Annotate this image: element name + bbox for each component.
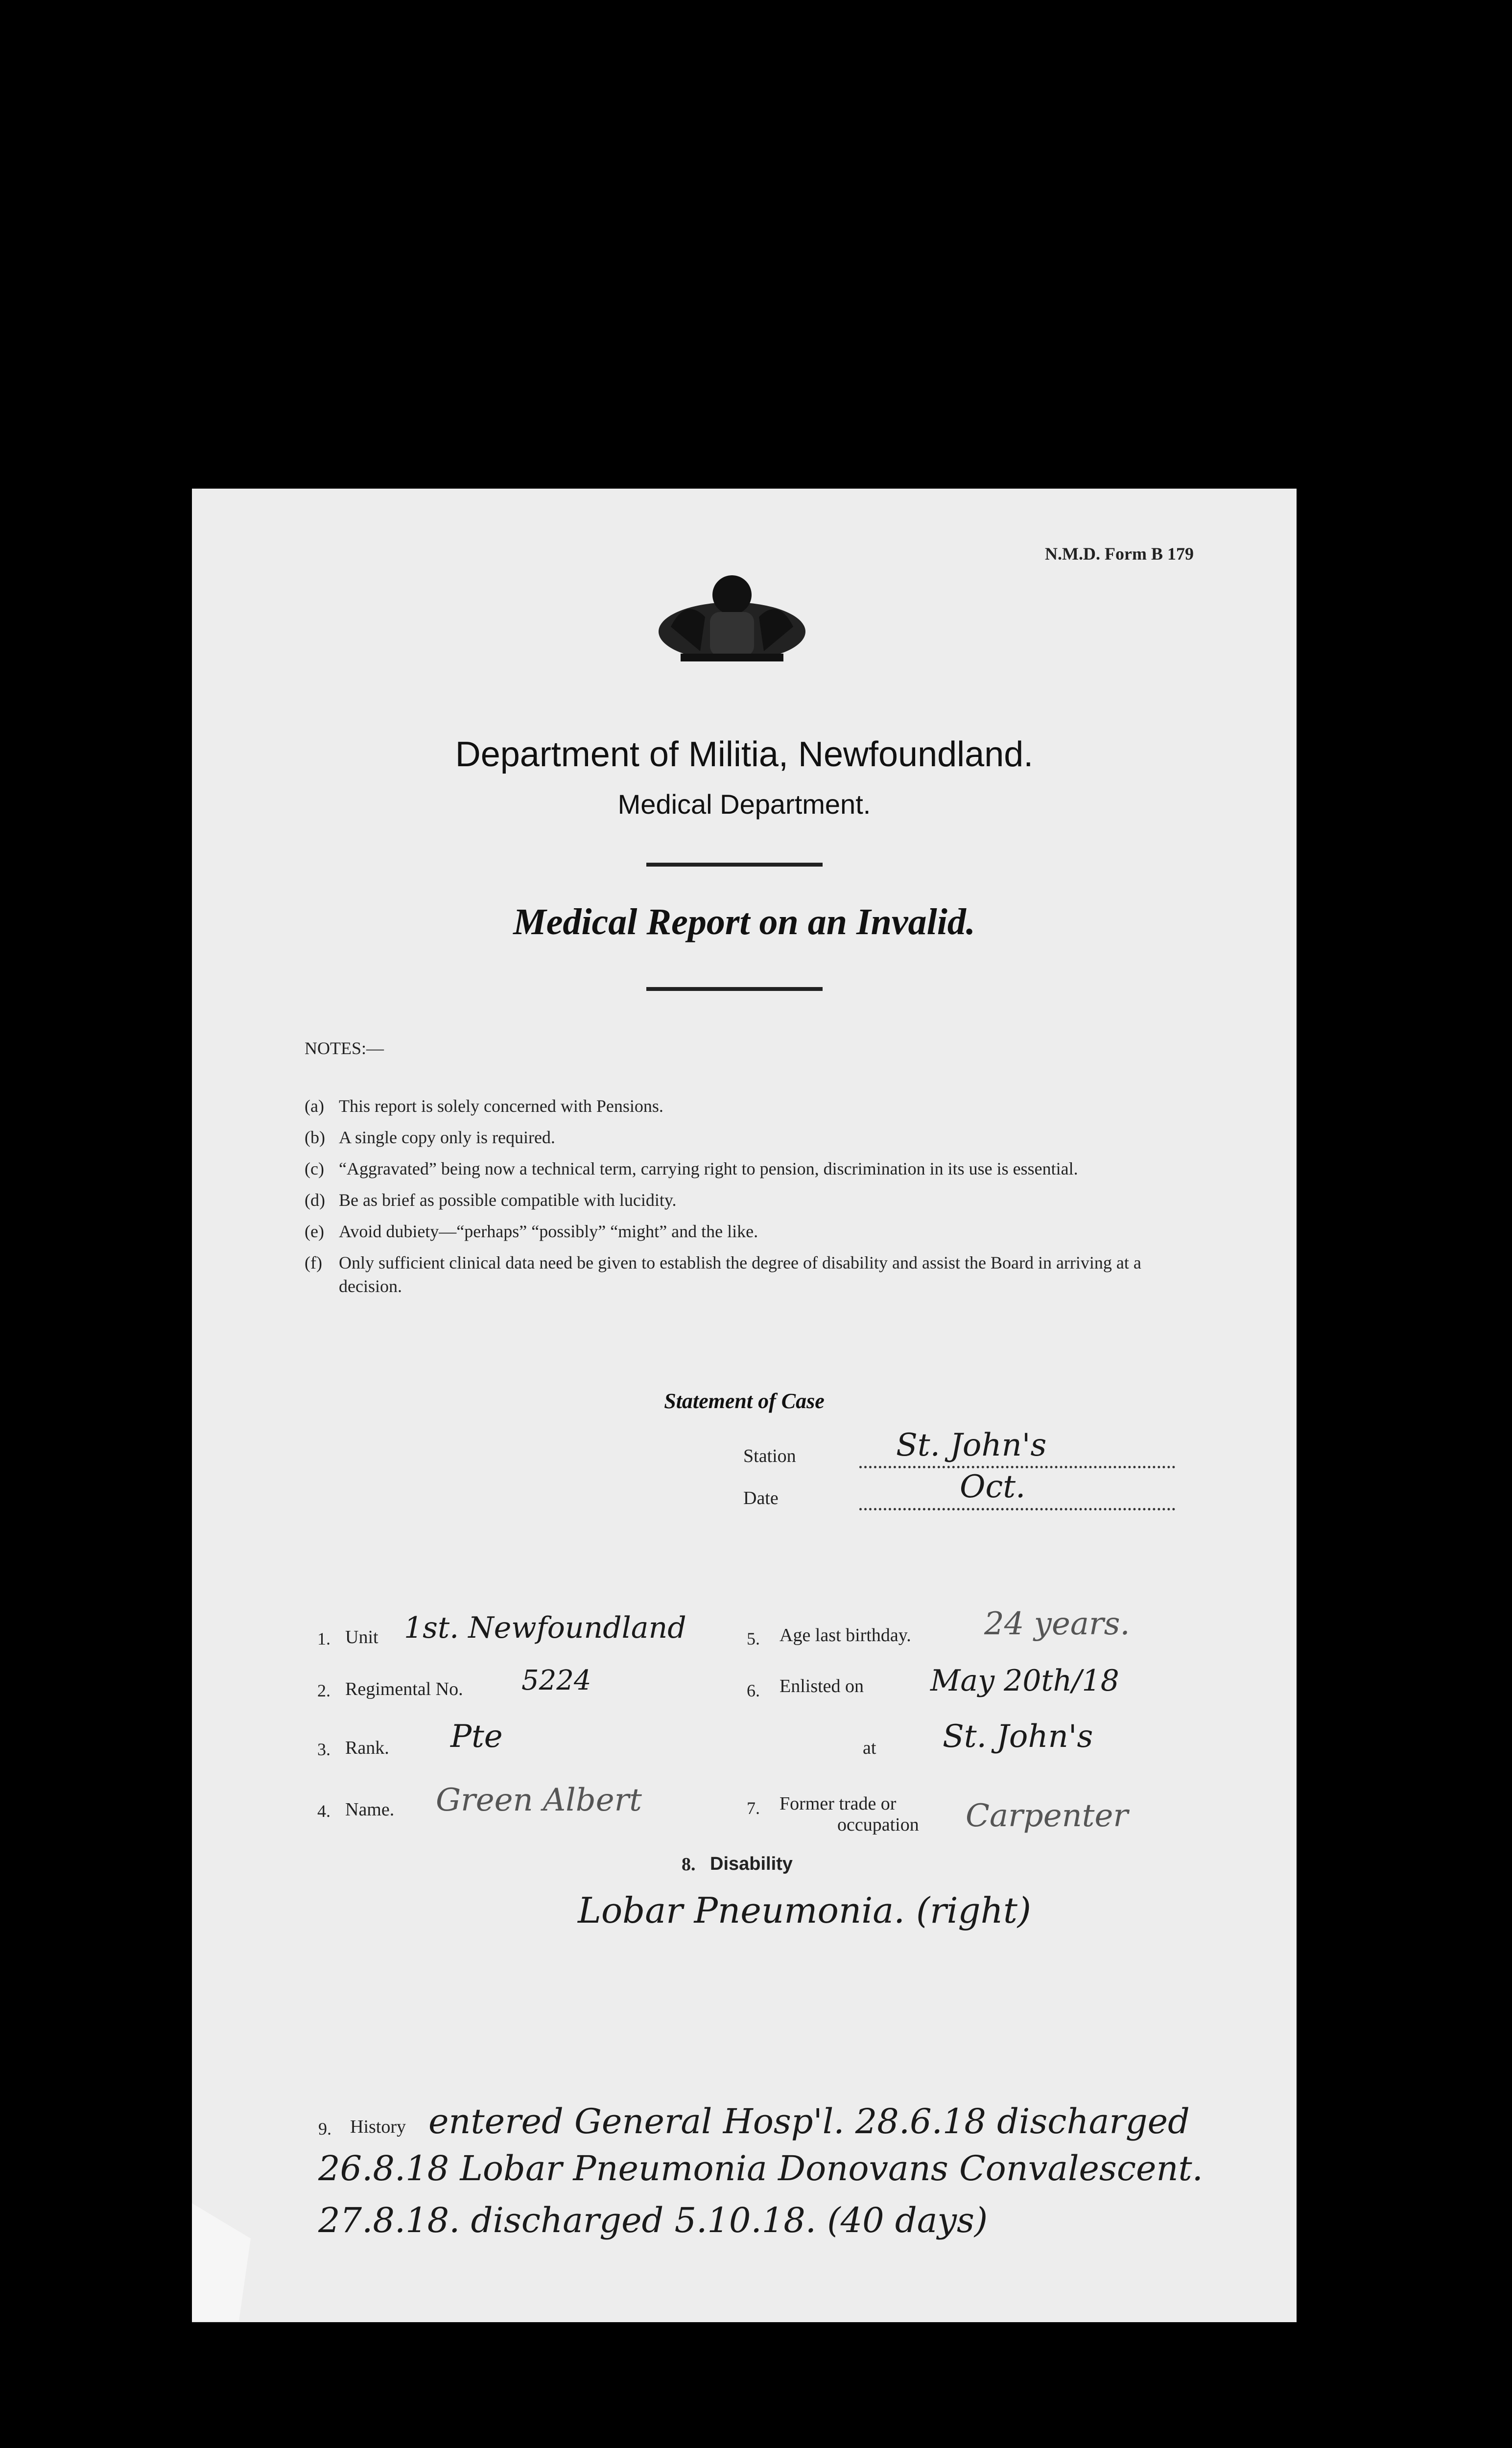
note-key: (a) bbox=[305, 1096, 324, 1116]
at-label: at bbox=[863, 1738, 876, 1758]
form-number: N.M.D. Form B 179 bbox=[1045, 544, 1194, 564]
note-text: A single copy only is required. bbox=[339, 1128, 555, 1147]
name-value: Green Albert bbox=[436, 1782, 642, 1818]
unit-label: Unit bbox=[345, 1627, 378, 1648]
field-number: 5. bbox=[747, 1629, 760, 1648]
field-number: 2. bbox=[317, 1681, 331, 1700]
divider bbox=[646, 863, 823, 867]
station-value: St. John's bbox=[896, 1427, 1047, 1463]
field-number: 9. bbox=[318, 2119, 331, 2139]
field-number: 1. bbox=[317, 1629, 331, 1648]
note-key: (d) bbox=[305, 1190, 325, 1210]
field-number: 6. bbox=[747, 1681, 760, 1700]
date-value: Oct. bbox=[960, 1469, 1026, 1505]
age-label: Age last birthday. bbox=[780, 1625, 911, 1646]
occupation-label: occupation bbox=[837, 1814, 919, 1835]
history-line: entered General Hosp'l. 28.6.18 discharged bbox=[428, 2101, 1190, 2142]
enlisted-label: Enlisted on bbox=[780, 1676, 864, 1696]
note-item bbox=[305, 1157, 1186, 1180]
enlisted-value: May 20th/18 bbox=[930, 1664, 1119, 1698]
rank-label: Rank. bbox=[345, 1738, 389, 1758]
note-key: (e) bbox=[305, 1222, 324, 1241]
regimental-no-value: 5224 bbox=[521, 1665, 591, 1696]
disability-label: Disability bbox=[710, 1854, 793, 1874]
history-line: 26.8.18 Lobar Pneumonia Donovans Convalescent. bbox=[318, 2148, 1203, 2189]
history-line: 27.8.18. discharged 5.10.18. (40 days) bbox=[318, 2200, 988, 2240]
at-value: St. John's bbox=[943, 1718, 1093, 1755]
note-text: This report is solely concerned with Pensions. bbox=[339, 1096, 663, 1116]
history-label: History bbox=[350, 2117, 406, 2137]
department-subtitle: Medical Department. bbox=[617, 789, 871, 820]
date-label: Date bbox=[743, 1488, 779, 1508]
note-text: “Aggravated” being now a technical term, carrying right to pension, discrimination in its use is essential. bbox=[339, 1159, 1078, 1178]
note-text: Only sufficient clinical data need be given to establish the degree of disability and assist the Board in arriving at a decision. bbox=[339, 1253, 1141, 1296]
divider bbox=[646, 987, 823, 991]
note-item bbox=[305, 1094, 1186, 1118]
unit-value: 1st. Newfoundland bbox=[404, 1611, 686, 1645]
trade-value: Carpenter bbox=[966, 1798, 1128, 1834]
note-item bbox=[305, 1220, 1186, 1243]
trade-label: Former trade or bbox=[780, 1793, 897, 1814]
name-label: Name. bbox=[345, 1799, 395, 1820]
royal-crest-icon bbox=[651, 568, 813, 666]
rank-value: Pte bbox=[450, 1718, 503, 1755]
field-number: 3. bbox=[317, 1740, 331, 1759]
note-key: (c) bbox=[305, 1159, 324, 1178]
note-text: Be as brief as possible compatible with lucidity. bbox=[339, 1190, 677, 1210]
report-title: Medical Report on an Invalid. bbox=[513, 901, 975, 942]
field-number: 8. bbox=[682, 1854, 696, 1875]
statement-heading: Statement of Case bbox=[664, 1389, 825, 1413]
station-line bbox=[859, 1464, 1175, 1468]
note-key: (f) bbox=[305, 1253, 322, 1272]
note-item bbox=[305, 1251, 1186, 1298]
notes-heading: NOTES:— bbox=[305, 1038, 384, 1058]
note-item bbox=[305, 1188, 1186, 1212]
age-value: 24 years. bbox=[984, 1606, 1130, 1642]
note-text: Avoid dubiety—“perhaps” “possibly” “might” and the like. bbox=[339, 1222, 758, 1241]
note-item bbox=[305, 1126, 1186, 1149]
field-number: 4. bbox=[317, 1801, 331, 1821]
regimental-no-label: Regimental No. bbox=[345, 1679, 463, 1699]
station-label: Station bbox=[743, 1446, 796, 1466]
disability-value: Lobar Pneumonia. (right) bbox=[578, 1890, 1032, 1931]
notes-list bbox=[305, 1094, 1186, 1306]
field-number: 7. bbox=[747, 1798, 760, 1818]
department-title: Department of Militia, Newfoundland. bbox=[455, 735, 1034, 774]
note-key: (b) bbox=[305, 1128, 325, 1147]
date-line bbox=[859, 1506, 1175, 1510]
